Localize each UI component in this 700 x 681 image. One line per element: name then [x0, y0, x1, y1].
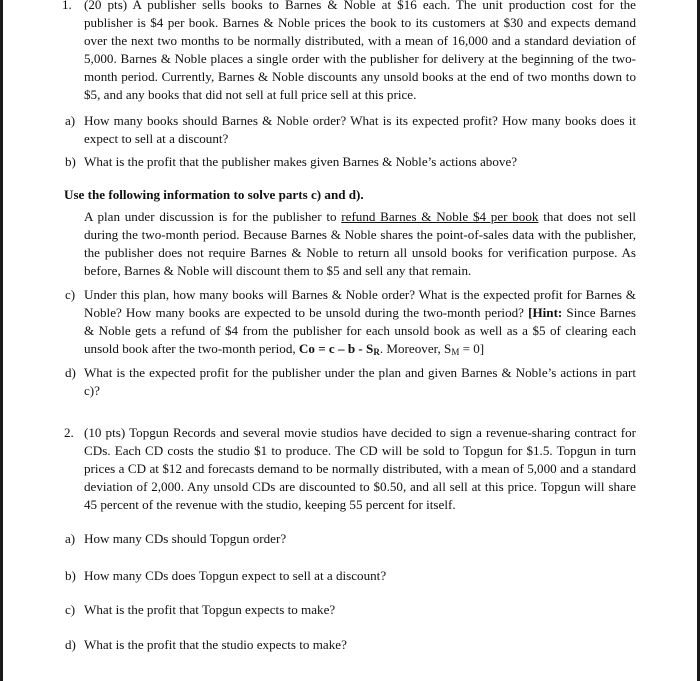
plan-text-pre: A plan under discussion is for the publisher to	[84, 209, 342, 224]
q2a-label: a)	[65, 531, 76, 546]
q1b-label: b)	[65, 154, 76, 169]
info-heading: Use the following information to solve parts c) and d).	[64, 187, 364, 202]
q1c-label: c)	[65, 287, 76, 302]
q1c-more: Moreover, S	[383, 341, 452, 356]
plan-text-post: that does not sell during the two-month period. Because Barnes & Noble shares the point-of-sales data with the publisher, the publisher does not require Barnes & Noble to return all unsold books for verification purpose. As before, Barnes & Noble will discount them to $5 and sell any that remain.	[84, 209, 636, 278]
q2a-text: How many CDs should Topgun order?	[84, 531, 287, 546]
q2d-label: d)	[65, 637, 76, 652]
q1d-text: What is the expected profit for the publisher under the plan and given Barnes & Noble’s actions in part c)?	[84, 365, 636, 398]
q2c-text: What is the profit that Topgun expects to make?	[84, 602, 336, 617]
q1-paragraph	[84, 0, 636, 104]
q1c-text: Under this plan, how many books will Barnes & Noble order? What is the expected profit for Barnes & Noble? How many books are expected to be unsold during the two-month period?	[84, 287, 636, 320]
q1d-label: d)	[65, 365, 76, 380]
q1-number: 1.	[62, 0, 72, 12]
q2-points: (10 pts)	[84, 425, 126, 440]
q1-points: (20 pts)	[84, 0, 128, 12]
q2b-text: How many CDs does Topgun expect to sell at a discount?	[84, 568, 387, 583]
plan-underlined-text: refund Barnes & Noble $4 per book	[341, 209, 539, 224]
q2-paragraph	[84, 424, 636, 514]
q1-text: A publisher sells books to Barnes & Noble at $16 each. The unit production cost for the publisher is $4 per book. Barnes & Noble prices the book to its customers at $30 and expects demand over the next two months to be normally distributed, with a mean of 16,000 and a standard deviation of 5,000. Barnes & Noble places a single order with the publisher for delivery at the beginning of the two-month period. Currently, Barnes & Noble discounts any unsold books at the end of two months down to $5, and any books that did not sell at full price sell at this price.	[84, 0, 636, 102]
q1c-more-sub: M	[451, 347, 460, 357]
q1c-hint-label: [Hint:	[528, 305, 563, 320]
q1c-formula: $Co = c - b - S_R$	[298, 341, 380, 357]
q2d-text: What is the profit that the studio expects to make?	[84, 637, 347, 652]
q1c-formula-end: .	[379, 341, 384, 356]
q1c-more-end: = 0]	[459, 341, 485, 356]
q2-text: Topgun Records and several movie studios have decided to sign a revenue-sharing contract for CDs. Each CD costs the studio $1 to produce. The CD will be sold to Topgun for $1.5. Topgun in turn prices a CD at $12 and forecasts demand to be normally distributed, with a mean of 5,000 and a standard deviation of 2,000. Any unsold CDs are discounted to $0.50, and all sell at this price. Topgun will share 45 percent of the revenue with the studio, keeping 55 percent for itself.	[84, 425, 636, 512]
plan-paragraph	[84, 208, 636, 280]
q1c-paragraph	[84, 286, 636, 358]
q2-number: 2.	[64, 425, 74, 440]
q1a-text: How many books should Barnes & Noble order? What is its expected profit? How many books does it expect to sell at a discount?	[84, 113, 636, 146]
q1b-text: What is the profit that the publisher makes given Barnes & Noble’s actions above?	[84, 154, 518, 169]
q2c-label: c)	[65, 602, 76, 617]
q1c-hint-text: Since Barnes & Noble gets a refund of $4 from the publisher for each unsold book as well as a $5 of clearing each unsold book after the two-month period,	[84, 305, 636, 356]
q2b-label: b)	[65, 568, 76, 583]
q1a-label: a)	[65, 113, 76, 128]
